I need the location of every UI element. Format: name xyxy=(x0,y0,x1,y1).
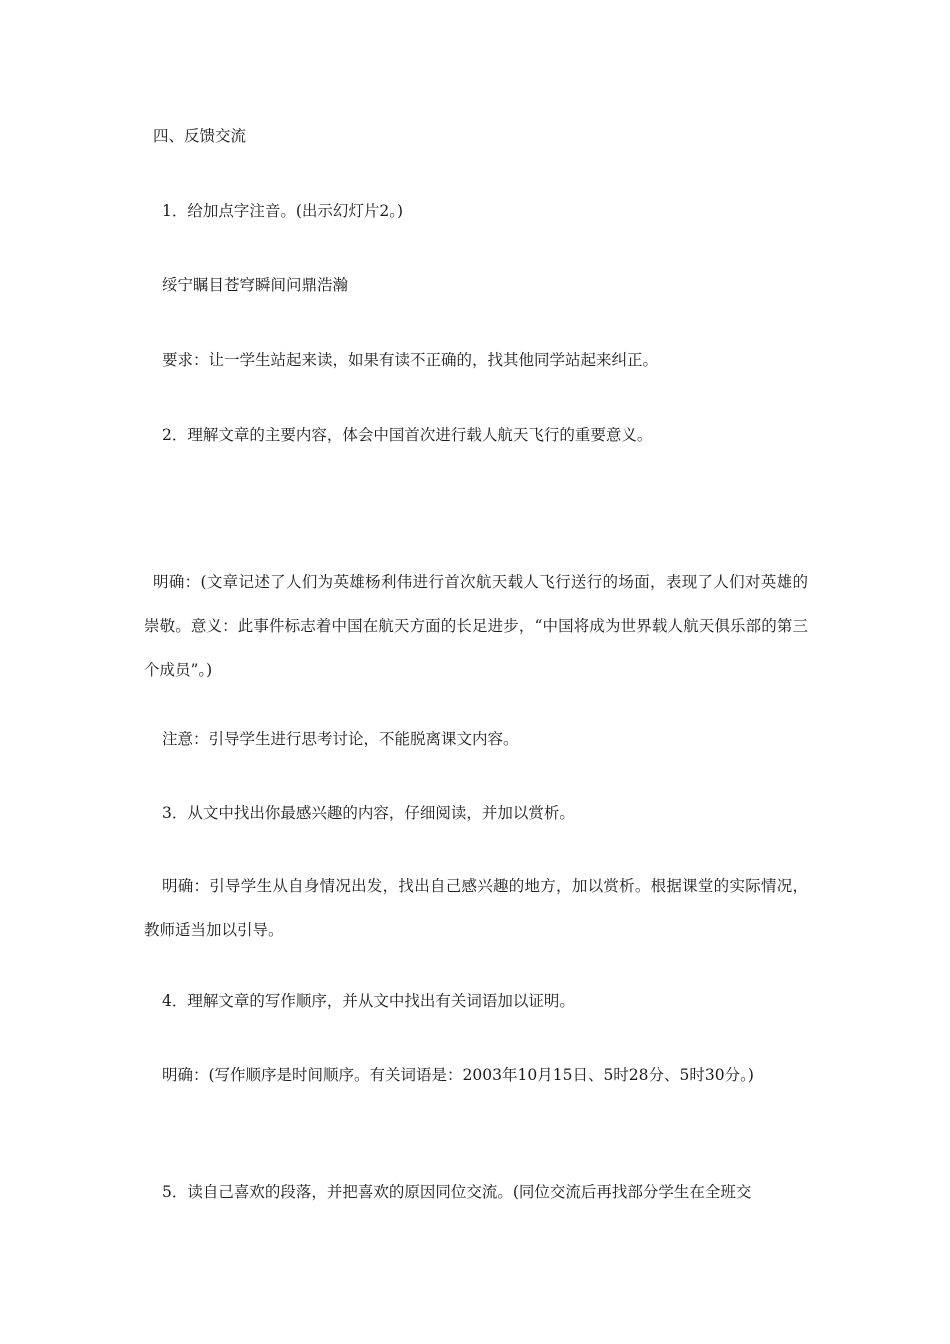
item-2-answer: 明确：(文章记述了人们为英雄杨利伟进行首次航天载人飞行送行的场面，表现了人们对英雄的崇敬。意义：此事件标志着中国在航天方面的长足进步，“中国将成为世界载人航天俱乐部的第三个成员”。) xyxy=(144,573,808,679)
item-5-question: 5．读自己喜欢的段落，并把喜欢的原因同位交流。(同位交流后再找部分学生在全班交 xyxy=(162,1183,752,1201)
item-1-words: 绥宁瞩目苍穹瞬间问鼎浩瀚 xyxy=(162,276,349,294)
item-3-answer: 明确：引导学生从自身情况出发，找出自己感兴趣的地方，加以赏析。根据课堂的实际情况，教师适当加以引导。 xyxy=(144,877,808,939)
item-1-requirement: 要求：让一学生站起来读，如果有读不正确的，找其他同学站起来纠正。 xyxy=(162,351,659,369)
item-3-question: 3．从文中找出你最感兴趣的内容，仔细阅读，并加以赏析。 xyxy=(162,804,575,822)
section-heading: 四、反馈交流 xyxy=(153,127,247,145)
item-4-answer: 明确：(写作顺序是时间顺序。有关词语是：2003年10月15日、5时28分、5时30分。) xyxy=(162,1066,754,1084)
item-2-note: 注意：引导学生进行思考讨论，不能脱离课文内容。 xyxy=(162,730,519,748)
item-4-question: 4．理解文章的写作顺序，并从文中找出有关词语加以证明。 xyxy=(162,992,575,1010)
item-2-question: 2．理解文章的主要内容，体会中国首次进行载人航天飞行的重要意义。 xyxy=(162,426,653,444)
item-1-question: 1．给加点字注音。(出示幻灯片2。) xyxy=(162,202,404,220)
